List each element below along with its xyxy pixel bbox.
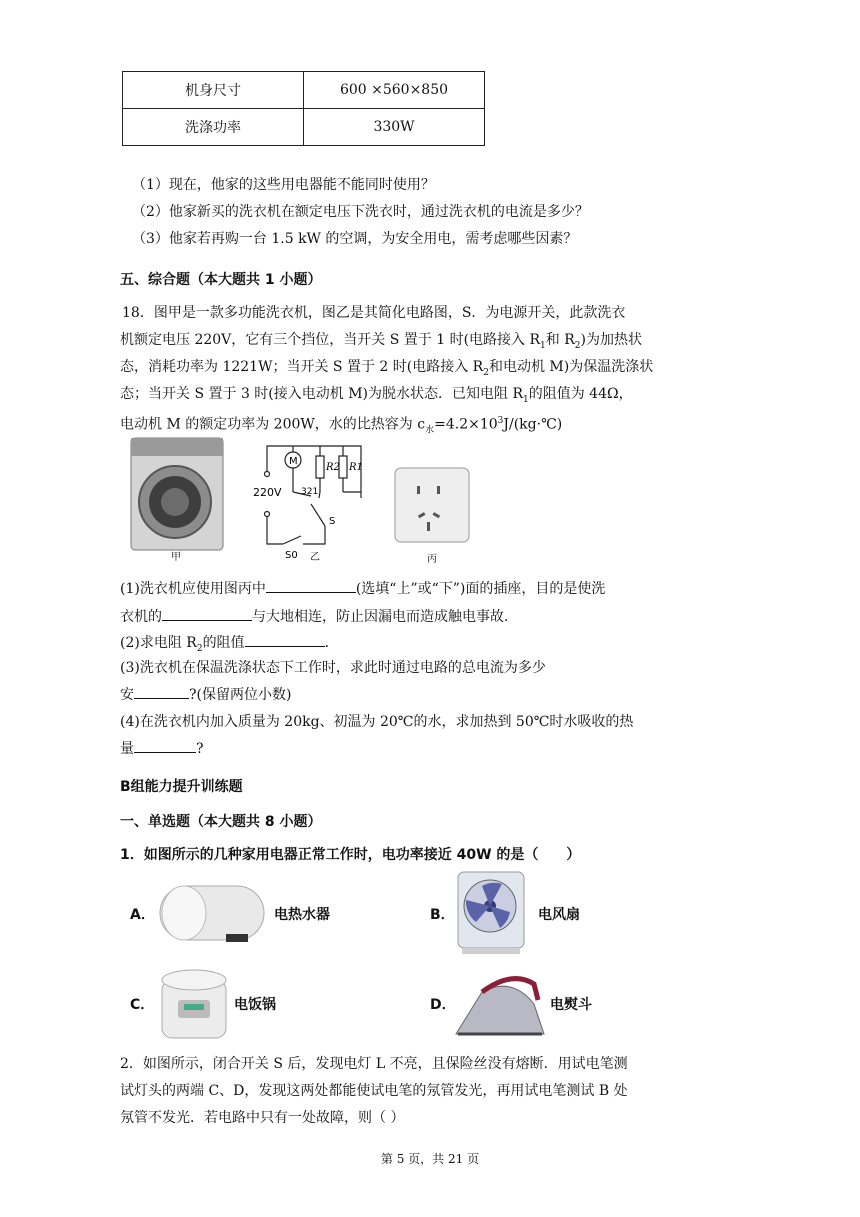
answer-blank[interactable] xyxy=(134,738,196,753)
table-cell-value: 600 ×560×850 xyxy=(304,72,485,109)
r1-label: R1 xyxy=(349,462,363,473)
q17-part-2: （2）他家新买的洗衣机在额定电压下洗衣时，通过洗衣机的电流是多少？ xyxy=(132,204,589,220)
answer-blank[interactable] xyxy=(134,684,189,699)
q1-options xyxy=(120,868,720,1048)
q2-line-1: 2．如图所示，闭合开关 S 后，发现电灯 L 不亮，且保险丝没有熔断．用试电笔测 xyxy=(120,1056,628,1072)
group-title: B组能力提升训练题 xyxy=(120,779,243,795)
option-d-letter: D． xyxy=(430,997,456,1013)
q18-line-2: 机额定电压 220V，它有三个挡位，当开关 S 置于 1 时(电路接入 $R_1$和 $R_2$)为加热状 xyxy=(120,332,642,351)
table-cell-label: 机身尺寸 xyxy=(123,72,304,109)
spec-table xyxy=(122,71,485,146)
motor-label: M xyxy=(289,456,298,467)
figure-label-bing: 丙 xyxy=(427,554,437,565)
answer-blank[interactable] xyxy=(266,578,356,593)
voltage-label: 220V xyxy=(253,486,282,499)
q2-line-2: 试灯头的两端 C、D，发现这两处都能使试电笔的氖管发光，再用试电笔测试 B 处 xyxy=(120,1083,628,1099)
electric-iron-image[interactable] xyxy=(452,964,548,1044)
q18-part-3-line-1: (3)洗衣机在保温洗涤状态下工作时，求此时通过电路的总电流为多少 xyxy=(120,660,546,676)
section-title: 五、综合题（本大题共 1 小题） xyxy=(120,272,322,288)
q18-line-3: 态，消耗功率为 1221W；当开关 S 置于 2 时(电路接入 $R_2$和电动机 M)为保温洗涤状 xyxy=(120,359,654,378)
option-a-label: 电热水器 xyxy=(274,907,330,923)
circuit-diagram xyxy=(253,436,383,564)
table-cell-label: 洗涤功率 xyxy=(123,109,304,146)
q18-part-2: (2)求电阻 $R_2$的阻值 ． xyxy=(120,632,339,659)
socket-image xyxy=(393,466,473,546)
rice-cooker-image[interactable] xyxy=(154,962,234,1042)
q18-line-4: 态；当开关 S 置于 3 时(接入电动机 M)为脱水状态．已知电阻 $R_1$的阻值为 44Ω， xyxy=(120,386,633,405)
page-number: 第 5 页，共 21 页 xyxy=(380,1152,480,1166)
q18-part-4-line-1: (4)在洗衣机内加入质量为 20kg、初温为 20℃的水，求加热到 50℃时水吸收的热 xyxy=(120,714,634,730)
electric-fan-image[interactable] xyxy=(452,868,534,958)
q17-part-1: （1）现在，他家的这些用电器能不能同时使用？ xyxy=(132,177,435,193)
q18-part-1-line-1: (1)洗衣机应使用图丙中 (选填“上”或“下”)面的插座，目的是使洗 xyxy=(120,578,605,599)
option-d-label: 电熨斗 xyxy=(550,997,592,1013)
switch-positions-label: 321 xyxy=(301,487,319,497)
figure-label-jia: 甲 xyxy=(171,552,181,563)
q17-part-3: （3）他家若再购一台 1.5 kW 的空调，为安全用电，需考虑哪些因素？ xyxy=(132,231,578,247)
option-c-label: 电饭锅 xyxy=(234,997,276,1013)
switch-s-label: S xyxy=(329,516,336,527)
option-b-letter: B． xyxy=(430,907,455,923)
washing-machine-image xyxy=(123,436,243,564)
q18-part-3-line-2: 安 ?(保留两位小数) xyxy=(120,684,291,705)
option-c-letter: C． xyxy=(130,997,155,1013)
table-row xyxy=(123,72,485,109)
q18-part-4-line-2: 量 ? xyxy=(120,738,204,759)
switch-s0-label: S0 xyxy=(285,550,298,561)
section-title: 一、单选题（本大题共 8 小题） xyxy=(120,814,322,830)
option-b-label: 电风扇 xyxy=(538,907,580,923)
q18-line-5: 电动机 M 的额定功率为 200W，水的比热容为 $c_水=4.2\times 10^3J/(kg\cdot℃)$ xyxy=(120,416,563,436)
q1-stem: 1．如图所示的几种家用电器正常工作时，电功率接近 40W 的是（ ） xyxy=(120,847,581,863)
answer-blank[interactable] xyxy=(162,606,252,621)
r2-label: R2 xyxy=(326,462,340,473)
q18-figure xyxy=(123,436,478,564)
answer-blank[interactable] xyxy=(245,632,325,647)
q18-part-1-line-2: 衣机的 与大地相连，防止因漏电而造成触电事故． xyxy=(120,606,518,627)
q18-line-1: 18．图甲是一款多功能洗衣机，图乙是其简化电路图，S．为电源开关，此款洗衣 xyxy=(122,305,626,321)
water-heater-image[interactable] xyxy=(154,876,272,950)
option-a-letter: A． xyxy=(130,907,155,923)
q2-line-3: 氖管不发光．若电路中只有一处故障，则（ ） xyxy=(120,1110,405,1126)
table-row xyxy=(123,109,485,146)
table-cell-value: 330W xyxy=(304,109,485,146)
figure-label-yi: 乙 xyxy=(310,552,320,563)
